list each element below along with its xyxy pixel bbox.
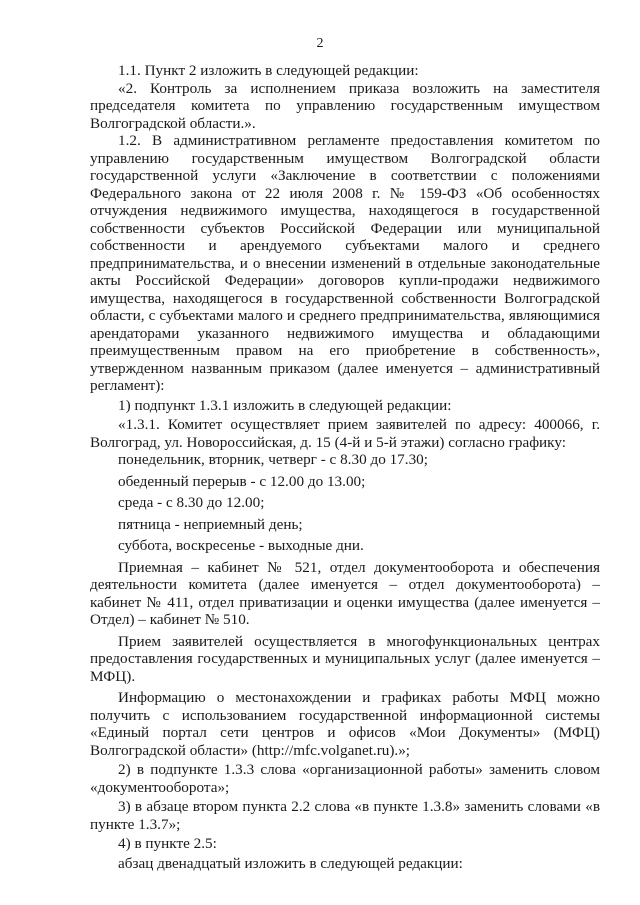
- paragraph-mfc-reception: Прием заявителей осуществляется в многофункциональных центрах предоставления государственных и муниципальных услуг (далее именуется – МФЦ).: [90, 632, 600, 685]
- paragraph-subpoint-3: 3) в абзаце втором пункта 2.2 слова «в пункте 1.3.8» заменить словами «в пункте 1.3.7»;: [90, 798, 600, 833]
- schedule-mon-tue-thu: понедельник, вторник, четверг - с 8.30 до 17.30;: [118, 451, 428, 468]
- paragraph-control-clause: «2. Контроль за исполнением приказа возложить на заместителя председателя комитета по управлению государственным имуществом Волгоградской области.».: [90, 79, 600, 132]
- schedule-wednesday: среда - с 8.30 до 12.00;: [118, 494, 265, 511]
- paragraph-1-3-1: «1.3.1. Комитет осуществляет прием заявителей по адресу: 400066, г. Волгоград, ул. Новороссийская, д. 15 (4-й и 5-й этажи) согласно графику:: [90, 416, 600, 451]
- schedule-weekend: суббота, воскресенье - выходные дни.: [118, 537, 364, 554]
- paragraph-subpoint-1: 1) подпункт 1.3.1 изложить в следующей редакции:: [118, 396, 452, 414]
- schedule-lunch: обеденный перерыв - с 12.00 до 13.00;: [118, 472, 366, 490]
- document-body: [90, 62, 600, 872]
- paragraph-reception-offices: Приемная – кабинет № 521, отдел документооборота и обеспечения деятельности комитета (далее именуется – отдел документооборота) – кабинет № 411, отдел приватизации и оценки имущества (далее именуется – Отдел) – кабинет № 510.: [90, 558, 600, 628]
- paragraph-subpoint-4: 4) в пункте 2.5:: [118, 835, 217, 852]
- paragraph-1-2: 1.2. В административном регламенте предоставления комитетом по управлению государственным имуществом Волгоградской области государственной услуги «Заключение в соответствии с положениями Федерального закона от 22 июля 2008 г. № 159-ФЗ «Об особенностях отчуждения недвижимого имущества, находящегося в государственной собственности субъектов Российской Федерации или муниципальной собственности и арендуемого субъектами малого и среднего предпринимательства, и о внесении изменений в отдельные законодательные акты Российской Федерации» договоров купли-продажи недвижимого имущества, находящегося в государственной собственности Волгоградской области, с субъектами малого и среднего предпринимательства, являющимися арендаторами указанного недвижимого имущества и обладающими преимущественным правом на его приобретение в собственность», утвержденном названным приказом (далее именуется – административный регламент):: [90, 132, 600, 394]
- paragraph-mfc-info: Информацию о местонахождении и графиках работы МФЦ можно получить с использованием государственной информационной системы «Единый портал сети центров и офисов «Мои Документы» (МФЦ) Волгоградской области» (http://mfc.volganet.ru).»;: [90, 689, 600, 759]
- schedule-friday: пятница - неприемный день;: [118, 515, 303, 533]
- paragraph-subpoint-2: 2) в подпункте 1.3.3 слова «организационной работы» заменить словом «документооборота»;: [90, 761, 600, 796]
- paragraph-twelfth-clause: абзац двенадцатый изложить в следующей редакции:: [118, 854, 463, 872]
- paragraph-1-1: 1.1. Пункт 2 изложить в следующей редакции:: [118, 62, 419, 79]
- page-number: 2: [316, 36, 324, 51]
